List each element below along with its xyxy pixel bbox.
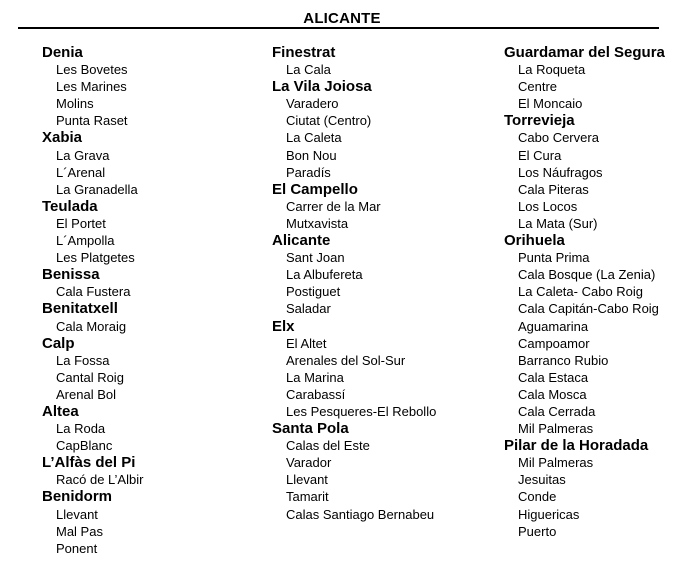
municipality-group (42, 266, 143, 300)
municipality-group (272, 78, 436, 181)
beach-name: Bon Nou (286, 147, 337, 163)
municipality-group (42, 300, 143, 334)
municipality-name: Calp (42, 334, 75, 352)
municipality-name: Xabia (42, 129, 83, 147)
municipality-name: Benissa (42, 266, 100, 284)
municipality-name: Elx (272, 317, 295, 335)
beach-name: Calas del Este (286, 438, 370, 454)
municipality-group (42, 335, 143, 403)
beach-name: Cala Mosca (518, 386, 587, 402)
beach-name: Aguamarina (518, 318, 589, 334)
beach-name: Los Náufragos (518, 164, 603, 180)
beach-name: La Roqueta (518, 62, 586, 78)
beach-name: Barranco Rubio (518, 352, 609, 368)
municipality-group (272, 232, 436, 317)
municipality-group (272, 44, 436, 78)
municipality-group (42, 129, 143, 197)
beach-name: Les Platgetes (56, 250, 135, 266)
beach-name: L´Arenal (56, 164, 106, 180)
municipality-name: La Vila Joiosa (272, 78, 372, 96)
beach-name: L´Ampolla (56, 233, 115, 249)
beach-name: Cala Estaca (518, 369, 589, 385)
municipality-group (272, 181, 436, 232)
beach-name: Puerto (518, 523, 557, 539)
beach-name: Arenal Bol (56, 386, 116, 402)
beach-name: Mutxavista (286, 215, 349, 231)
municipality-group (504, 112, 665, 232)
beach-name: Punta Raset (56, 113, 128, 129)
municipality-name: L’Alfàs del Pi (42, 454, 136, 472)
beach-name: Mal Pas (56, 523, 103, 539)
beach-name: El Cura (518, 147, 562, 163)
beach-name: Los Locos (518, 198, 578, 214)
municipality-group (42, 403, 143, 454)
municipality-group (42, 44, 143, 129)
municipality-name: Altea (42, 402, 79, 420)
municipality-name: El Campello (272, 180, 358, 198)
beach-name: Cala Fustera (56, 284, 131, 300)
municipality-group (42, 198, 143, 266)
beach-name: CapBlanc (56, 438, 113, 454)
beach-name: Racó de L’Albir (56, 472, 144, 488)
beach-name: Cala Moraig (56, 318, 127, 334)
beach-name: La Fossa (56, 352, 110, 368)
beach-name: El Moncaio (518, 96, 583, 112)
beach-name: Paradís (286, 164, 331, 180)
beach-name: Cala Piteras (518, 181, 589, 197)
beach-name: Calas Santiago Bernabeu (286, 506, 435, 522)
municipality-name: Benitatxell (42, 300, 118, 318)
municipality-group (504, 232, 665, 437)
beach-name: Tamarit (286, 489, 329, 505)
title-divider (18, 27, 659, 29)
municipality-group (42, 454, 143, 488)
beach-name: Jesuitas (518, 472, 566, 488)
beach-list-column-3 (504, 44, 665, 540)
beach-name: Varador (286, 455, 332, 471)
beach-name: Punta Prima (518, 250, 590, 266)
beach-name: Llevant (56, 506, 98, 522)
municipality-group (272, 318, 436, 421)
municipality-name: Orihuela (504, 232, 565, 250)
beach-name: Varadero (286, 96, 339, 112)
beach-name: Cantal Roig (56, 369, 124, 385)
beach-name: Cala Cerrada (518, 403, 596, 419)
beach-name: Cala Capitán-Cabo Roig (518, 301, 659, 317)
beach-list-column-1 (42, 44, 143, 557)
beach-name: La Caleta (286, 130, 342, 146)
municipality-name: Santa Pola (272, 420, 349, 438)
beach-name: La Granadella (56, 181, 138, 197)
beach-name: La Caleta- Cabo Roig (518, 284, 644, 300)
beach-name: Centre (518, 79, 558, 95)
beach-name: Higuericas (518, 506, 580, 522)
municipality-name: Benidorm (42, 488, 113, 506)
beach-name: La Mata (Sur) (518, 215, 598, 231)
municipality-name: Alicante (272, 232, 331, 250)
municipality-group (504, 437, 665, 540)
beach-name: El Altet (286, 335, 327, 351)
beach-name: La Roda (56, 421, 106, 437)
municipality-name: Torrevieja (504, 112, 575, 130)
beach-name: Carrer de la Mar (286, 198, 381, 214)
beach-name: Carabassí (286, 386, 346, 402)
beach-name: Molins (56, 96, 94, 112)
beach-name: Cala Bosque (La Zenia) (518, 267, 656, 283)
municipality-name: Denia (42, 44, 83, 61)
beach-name: Ciutat (Centro) (286, 113, 372, 129)
beach-name: La Marina (286, 369, 344, 385)
beach-name: Conde (518, 489, 557, 505)
beach-name: Arenales del Sol-Sur (286, 352, 406, 368)
beach-name: La Albufereta (286, 267, 363, 283)
beach-name: Mil Palmeras (518, 455, 594, 471)
beach-name: Cabo Cervera (518, 130, 599, 146)
municipality-name: Guardamar del Segura (504, 44, 665, 61)
beach-name: El Portet (56, 215, 106, 231)
beach-name: Postiguet (286, 284, 341, 300)
beach-name: Les Bovetes (56, 62, 128, 78)
municipality-group (272, 420, 436, 523)
beach-name: Mil Palmeras (518, 421, 594, 437)
beach-name: La Grava (56, 147, 110, 163)
municipality-name: Teulada (42, 197, 98, 215)
beach-name: Campoamor (518, 335, 590, 351)
beach-list-column-2 (272, 44, 436, 523)
municipality-name: Pilar de la Horadada (504, 437, 649, 455)
beach-name: Les Pesqueres-El Rebollo (286, 403, 437, 419)
beach-name: Ponent (56, 540, 98, 556)
beach-name: Les Marines (56, 79, 127, 95)
municipality-group (42, 488, 143, 556)
beach-name: La Cala (286, 62, 331, 78)
beach-name: Sant Joan (286, 250, 345, 266)
municipality-group (504, 44, 665, 112)
page-title: ALICANTE (303, 10, 381, 27)
beach-name: Saladar (286, 301, 331, 317)
beach-name: Llevant (286, 472, 328, 488)
municipality-name: Finestrat (272, 44, 336, 61)
